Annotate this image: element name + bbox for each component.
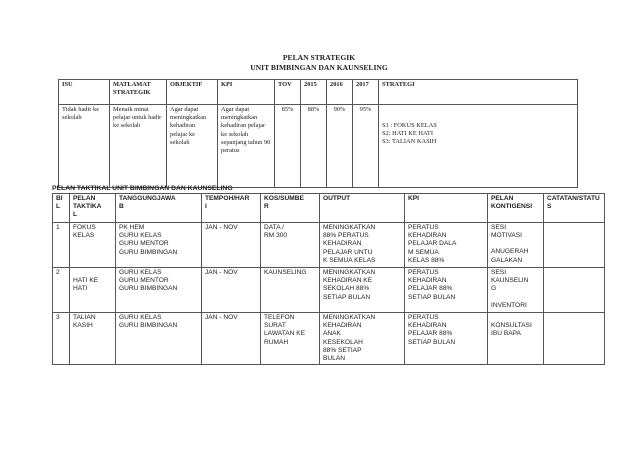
header-tanggungjawab — [116, 194, 202, 223]
cell-catatan — [544, 313, 605, 365]
cell-2015: 88% — [301, 105, 327, 188]
header-kontigensi — [488, 194, 544, 223]
cell-line: B — [119, 203, 124, 211]
strategic-row — [59, 105, 578, 188]
cell-line: GURU BIMBINGAN — [119, 248, 178, 256]
cell-line: MENINGKATKAN — [323, 314, 376, 321]
cell-line: 88% PERATUS — [323, 232, 369, 240]
cell-line: KEHADIRAN KE — [323, 277, 373, 285]
header-strategi: STRATEGI — [379, 80, 578, 105]
cell-kpi — [405, 223, 488, 268]
cell-line: KEHADIRAN — [408, 277, 447, 285]
cell-kos — [261, 268, 320, 313]
tactical-title: PELAN TAKTIKAL UNIT BIMBINGAN DAN KAUNSELING — [52, 185, 233, 192]
cell-line: INVENTORI — [491, 301, 527, 309]
strategi-s2: S2: HATI KE HATI — [382, 130, 433, 138]
cell-line: SESI — [491, 269, 507, 276]
cell-line: KOS/SUMBE — [264, 195, 304, 202]
header-objektif: OBJEKTIF — [167, 80, 218, 105]
cell-kontigensi — [488, 268, 544, 313]
cell-line: CATATAN/STATU — [547, 195, 600, 202]
cell-2016: 90% — [327, 105, 353, 188]
page-title: PELAN STRATEGIK — [282, 53, 356, 62]
cell-line: PELAJAR UNTU — [323, 248, 373, 256]
header-kpi: KPI — [218, 80, 275, 105]
cell-line: GALAKAN — [491, 256, 523, 264]
cell-line — [491, 240, 540, 248]
header-matlamat: MATLAMAT STRATEGIK — [110, 80, 167, 105]
cell-kpi — [405, 313, 488, 365]
cell-line: SURAT — [264, 322, 286, 330]
cell-line: ANAK — [323, 330, 341, 338]
cell-output — [320, 223, 405, 268]
strategic-plan-table — [58, 79, 578, 188]
cell-line: MENINGKATKAN — [323, 224, 376, 231]
cell-kontigensi — [488, 313, 544, 365]
cell-line: M SEMUA — [408, 248, 439, 256]
cell-output — [320, 268, 405, 313]
cell-line: KONSULTASI — [491, 322, 532, 329]
cell-line: OUTPUT — [323, 195, 351, 202]
cell-line: PERATUS — [408, 314, 439, 321]
cell-line: SETIAP BULAN — [323, 293, 371, 301]
cell-line — [491, 314, 540, 322]
cell-isu: Tidak hadir ke sekolah — [59, 105, 110, 188]
cell-line: SETIAP BULAN — [408, 293, 456, 301]
cell-pelan — [70, 313, 116, 365]
header-kpi — [405, 194, 488, 223]
cell-line: KELAS 88% — [408, 256, 445, 264]
cell-line: KESEKOLAH — [323, 338, 363, 346]
cell-line: R — [264, 203, 269, 211]
cell-line: TANGGUNGJAWA — [119, 195, 176, 202]
cell-line: PELAJAR 88% — [408, 330, 453, 338]
header-isu: ISU — [59, 80, 110, 105]
cell-line: KPI — [408, 195, 419, 202]
cell-line: PERATUS — [408, 269, 439, 276]
cell-line: DATA / — [264, 224, 284, 231]
cell-line: FOKUS — [73, 224, 96, 231]
cell-kpi — [405, 268, 488, 313]
table-row — [53, 313, 605, 365]
cell-line: TAKTIKA — [73, 203, 102, 211]
cell-line: IBU BAPA — [491, 330, 521, 338]
cell-bil: 1 — [53, 223, 70, 268]
tactical-header-row — [53, 194, 605, 223]
strategi-s1: S1 : FOKUS KELAS — [382, 122, 437, 129]
table-row — [53, 268, 605, 313]
cell-line: LAWATAN KE — [264, 330, 306, 338]
cell-line: RUMAH — [264, 338, 289, 346]
cell-line: KELAS — [73, 232, 95, 240]
header-2017: 2017 — [353, 80, 379, 105]
cell-line: PELAN — [73, 195, 96, 202]
cell-tempoh: JAN - NOV — [202, 313, 261, 365]
cell-tempoh: JAN - NOV — [202, 268, 261, 313]
cell-line: SETIAP BULAN — [408, 338, 456, 346]
cell-line: KEHADIRAN — [408, 232, 447, 240]
header-pelan-taktikal — [70, 194, 116, 223]
cell-line: KEHADIRAN — [323, 322, 362, 330]
cell-output — [320, 313, 405, 365]
cell-line: S — [547, 203, 552, 211]
header-bil — [53, 194, 70, 223]
cell-pelan — [70, 268, 116, 313]
cell-kos — [261, 223, 320, 268]
cell-catatan — [544, 268, 605, 313]
cell-line: MENINGKATKAN — [323, 269, 376, 276]
header-output — [320, 194, 405, 223]
cell-line: GURU MENTOR — [119, 277, 169, 285]
cell-line: PK HEM — [119, 224, 145, 231]
cell-tempoh: JAN - NOV — [202, 223, 261, 268]
cell-tanggungjawab — [116, 313, 202, 365]
cell-line: GURU KELAS — [119, 269, 162, 276]
cell-line: K SEMUA KELAS — [323, 256, 376, 264]
cell-line: GURU BIMBINGAN — [119, 322, 178, 330]
cell-line: KAUNSELING — [264, 269, 307, 276]
cell-line: SESI — [491, 224, 507, 231]
cell-strategi — [379, 105, 578, 188]
header-catatan — [544, 194, 605, 223]
cell-objektif: Agar dapat meningkatkan kehadiran pelajar ke sekolah — [167, 105, 218, 188]
cell-line: GURU KELAS — [119, 314, 162, 321]
cell-line: GURU BIMBINGAN — [119, 285, 178, 293]
cell-tanggungjawab — [116, 223, 202, 268]
cell-line: GURU KELAS — [119, 232, 162, 240]
page-subtitle: UNIT BIMBINGAN DAN KAUNSELING — [250, 63, 388, 72]
cell-pelan — [70, 223, 116, 268]
cell-line: BULAN — [323, 355, 345, 363]
cell-line: TALIAN — [73, 314, 96, 321]
cell-line: TEMPOH/HAR — [205, 195, 250, 202]
cell-line: KONTIGENSI — [491, 203, 533, 211]
table-row — [53, 223, 605, 268]
cell-line: KAUNSELIN — [491, 277, 529, 285]
strategic-header-row — [59, 80, 578, 105]
cell-matlamat: Menaik minat pelajar untuk hadir ke sekolah — [110, 105, 167, 188]
header-kos — [261, 194, 320, 223]
cell-line — [491, 294, 540, 302]
cell-line: GURU MENTOR — [119, 240, 169, 248]
cell-line: SEKOLAH 88% — [323, 285, 370, 293]
cell-catatan — [544, 223, 605, 268]
cell-line: MOTIVASI — [491, 232, 523, 240]
cell-tanggungjawab — [116, 268, 202, 313]
cell-bil: 2 — [53, 268, 70, 313]
cell-line: BI — [56, 195, 63, 202]
cell-line: G — [491, 285, 497, 293]
cell-line: KEHADIRAN — [408, 322, 447, 330]
cell-kpi: Agar dapat meningkatkan kehadiran pelajar ke sekolah sepanjang tahun 90 peratus — [218, 105, 275, 188]
cell-line: L — [56, 203, 61, 211]
cell-line: PELAJAR 88% — [408, 285, 453, 293]
cell-line: RM 300 — [264, 232, 288, 240]
cell-line: PELAN — [491, 195, 514, 202]
cell-kontigensi — [488, 223, 544, 268]
header-tempoh — [202, 194, 261, 223]
cell-line: PERATUS — [408, 224, 439, 231]
cell-line: I — [205, 203, 207, 211]
cell-line: ANUGERAH — [491, 248, 529, 256]
cell-line: L — [73, 211, 78, 219]
cell-line: HATI KE — [73, 277, 99, 284]
cell-bil: 3 — [53, 313, 70, 365]
cell-line: KASIH — [73, 322, 93, 330]
header-2015: 2015 — [301, 80, 327, 105]
cell-line: PELAJAR DALA — [408, 240, 457, 248]
cell-line: KEHADIRAN — [323, 240, 362, 248]
tactical-plan-table — [52, 193, 605, 365]
cell-line — [73, 269, 112, 277]
cell-line: TELEFON — [264, 314, 295, 321]
header-tov: TOV — [275, 80, 301, 105]
strategi-s3: S3: TALIAN KASIH — [382, 138, 437, 146]
cell-2017: 95% — [353, 105, 379, 188]
cell-kos — [261, 313, 320, 365]
cell-line: HATI — [73, 285, 88, 293]
cell-line: 88% SETIAP — [323, 346, 362, 354]
cell-tov: 85% — [275, 105, 301, 188]
header-2016: 2016 — [327, 80, 353, 105]
